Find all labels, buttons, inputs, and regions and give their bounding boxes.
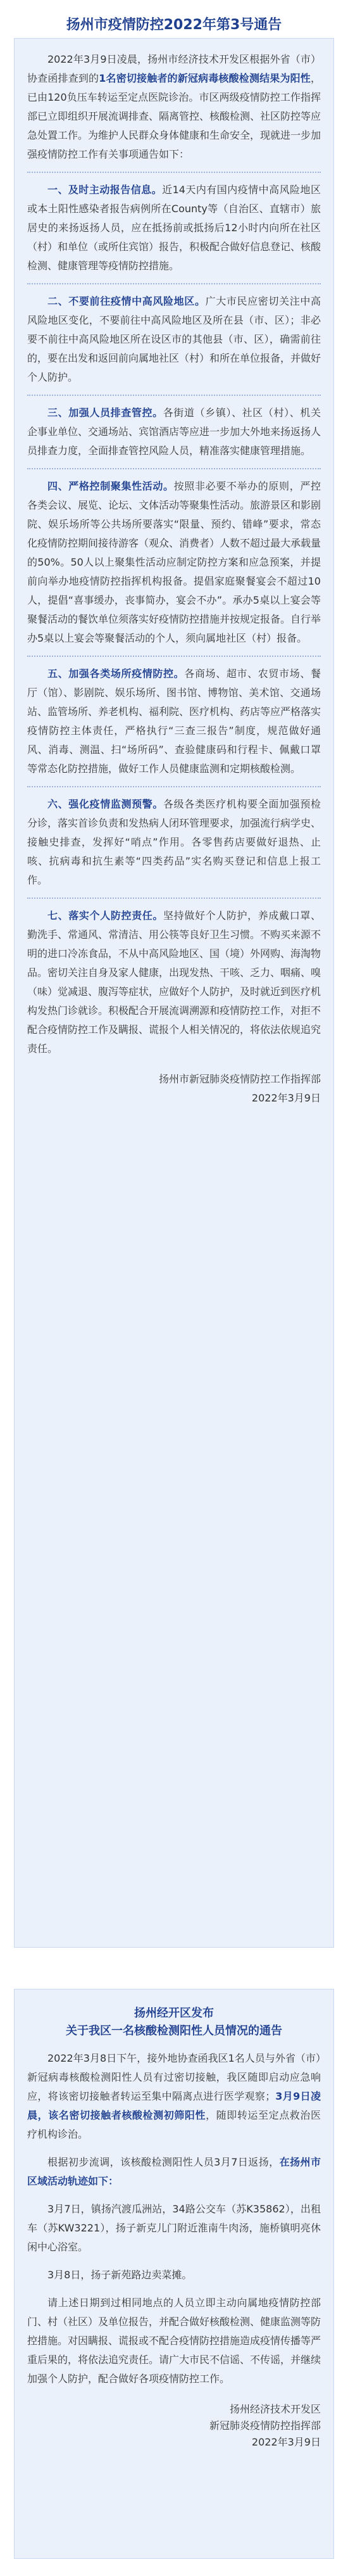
section-4-body: 按照非必要不举办的原则，严控各类会议、展览、论坛、文体活动等聚集性活动。旅游景区和影剧院、娱乐场所等公共场所要落实“限量、预约、错峰”要求，常态化疫情防控期间接待游客（观众、消费者）人数不超过最大承载量的50%。50人以上聚集性活动应制定防控方案和应急预案，并提前向举办地疫情防控指挥机构报备。提倡家庭聚餐宴会不超过10人，提倡“喜事缓办，丧事简办，宴会不办”。承办5桌以上宴会等聚餐活动的餐饮单位须落实好疫情防控措施并按规定报备。自行举办5桌以上宴会等聚餐活动的个人，须向属地社区（村）报备。 (27, 480, 321, 644)
section-7-body: 坚持做好个人防护，养成戴口罩、勤洗手、常通风、常清洁、用公筷等良好卫生习惯。不购买来源不明的进口冷冻食品，不从中高风险地区、国（境）外网购、海淘物品。密切关注自身及家人健康，出现发热、干咳、乏力、咽痛、嗅（味）觉减退、腹泻等症状，应做好个人防护，及时就近到医疗机构发热门诊就诊。积极配合开展流调溯源和疫情防控工作，对拒不配合疫情防控工作及瞒报、谎报个人相关情况的，将依法依规追究责任。 (27, 910, 321, 1055)
notice-2-paragraph-3: 3月7日，镇扬汽渡瓜洲站，34路公交车（苏K35862），出租车（苏KW3221），扬子新克儿门附近淮南牛肉汤，施桥镇明亮休闲中心浴室。 (27, 2203, 321, 2253)
notice-2-issuer-2: 新冠肺炎疫情防控指挥部 (209, 2420, 321, 2432)
section-3-heading: 三、加强人员排查管控。 (47, 407, 163, 419)
notice-1-signature (27, 1070, 321, 1108)
notice-1-issuer: 扬州市新冠肺炎疫情防控工作指挥部 (158, 1073, 321, 1085)
section-5-body: 各商场、超市、农贸市场、餐厅（馆）、影剧院、娱乐场所、图书馆、博物馆、美术馆、交通场站、监管场所、养老机构、福利院、医疗机构、药店等应严格落实疫情防控主体责任，严格执行“三查三报告”制度，规范做好通风、消毒、测温、扫“场所码”、查验健康码和行程卡、佩戴口罩等常态化防控措施，做好工作人员健康监测和定期核酸检测。 (27, 668, 321, 775)
section-7-heading: 七、落实个人防控责任。 (47, 910, 164, 922)
section-3-body: 各街道（乡镇）、社区（村）、机关企事业单位、交通场站、宾馆酒店等应进一步加大外地来扬返扬人员排查力度，全面排查管控风险人员，精准落实健康管理措施。 (27, 407, 321, 457)
section-4-heading: 四、严格控制聚集性活动。 (47, 480, 174, 492)
notice-2-title-line-2: 关于我区一名核酸检测阳性人员情况的通告 (66, 2024, 282, 2038)
p1-highlight: 3月9日凌晨，该名密切接触者核酸检测初筛阳性 (27, 2090, 321, 2121)
section-1-heading: 一、及时主动报告信息。 (47, 184, 163, 196)
notice-2-paragraph-2 (27, 2153, 321, 2191)
p2-highlight: 在扬州市区域活动轨迹如下： (27, 2156, 321, 2187)
section-5-heading: 五、加强各类场所疫情防控。 (47, 668, 185, 680)
notice-2-title (27, 2005, 321, 2040)
notice-2-paragraph-1 (27, 2049, 321, 2144)
intro-highlight: 1名密切接触者的新冠病毒核酸检测结果为阳性 (99, 72, 311, 84)
section-6-heading: 六、强化疫情监测预警。 (47, 798, 164, 810)
intro-text-b: ，已由120负压车转运至定点医院诊治。市区两级疫情防控工作指挥部已立即组织开展流调排查、隔离管控、核酸检测、社区防控等应急处置工作。为维护人民群众身体健康和生命安全，现就进一步加强疫情防控工作有关事项通告如下： (27, 72, 321, 160)
section-1 (27, 172, 321, 276)
section-2 (27, 283, 321, 387)
p2-text: 根据初步流调，该核酸检测阳性人员3月7日返扬， (47, 2156, 280, 2168)
section-1-body: 近14天内有国内疫情中高风险地区或本土阳性感染者报告病例所在County等（自治区、直辖市）旅居史的来扬返扬人员，应在抵扬前或抵扬后12小时内向所在社区（村）和单位（或所住宾馆）报告，积极配合做好信息登记、核酸检测、健康管理等疫情防控措施。 (27, 184, 321, 272)
section-6-body: 各级各类医疗机构要全面加强预检分诊，落实首诊负责和发热病人闭环管理要求，加强流行病学史、接触史排查，发挥好“哨点”作用。各零售药店要做好退热、止咳、抗病毒和抗生素等“四类药品”实名购买登记和信息上报工作。 (27, 798, 321, 886)
notice-card-2 (14, 1989, 334, 2559)
p1-text-a: 2022年3月8日下午，接外地协查函我区1名人员与外省（市）新冠病毒核酸检测阳性人员有过密切接触，我区随即启动应急响应，将该密切接触者转运至集中隔离点进行医学观察； (27, 2052, 321, 2102)
section-4 (27, 468, 321, 648)
notice-card-1 (14, 38, 334, 1948)
notice-1-date: 2022年3月9日 (251, 1092, 321, 1104)
notice-2-signature (27, 2401, 321, 2451)
notice-2-date: 2022年3月9日 (251, 2436, 321, 2448)
section-5 (27, 656, 321, 778)
notice-2-title-line-1: 扬州经开区发布 (134, 2007, 214, 2020)
p1-text-b: ，随即转运至定点救治医疗机构诊治。 (27, 2109, 321, 2140)
page-title: 扬州市疫情防控2022年第3号通告 (66, 17, 282, 33)
notice-2-issuer-1: 扬州经济技术开发区 (229, 2403, 321, 2415)
section-3 (27, 395, 321, 460)
section-2-body: 广大市民应密切关注中高风险地区变化，不要前往中高风险地区及所在县（市、区）；非必要不前往中高风险地区所在设区市的其他县（市、区），确需前往的，要在出发和返回前向属地社区（村）和所在单位报备，并做好个人防护。 (27, 295, 321, 383)
notice-1-intro (27, 50, 321, 164)
notice-2-paragraph-5: 请上述日期到过相同地点的人员立即主动向属地疫情防控部门、村（社区）及单位报告，并配合做好核酸检测、健康监测等防控措施。对因瞒报、谎报或不配合疫情防控措施造成疫情传播等严重后果的，将依法追究责任。请广大市民不信谣、不传谣，并继续加强个人防护，配合做好各项疫情防控工作。 (27, 2297, 321, 2385)
section-6 (27, 786, 321, 890)
section-7 (27, 898, 321, 1058)
notice-2-paragraph-4: 3月8日，扬子新苑路边卖菜摊。 (47, 2269, 192, 2281)
section-2-heading: 二、不要前往疫情中高风险地区。 (47, 295, 206, 307)
intro-text-a: 2022年3月9日凌晨，扬州市经济技术开发区根据外省（市）协查函排查到的 (27, 53, 321, 84)
